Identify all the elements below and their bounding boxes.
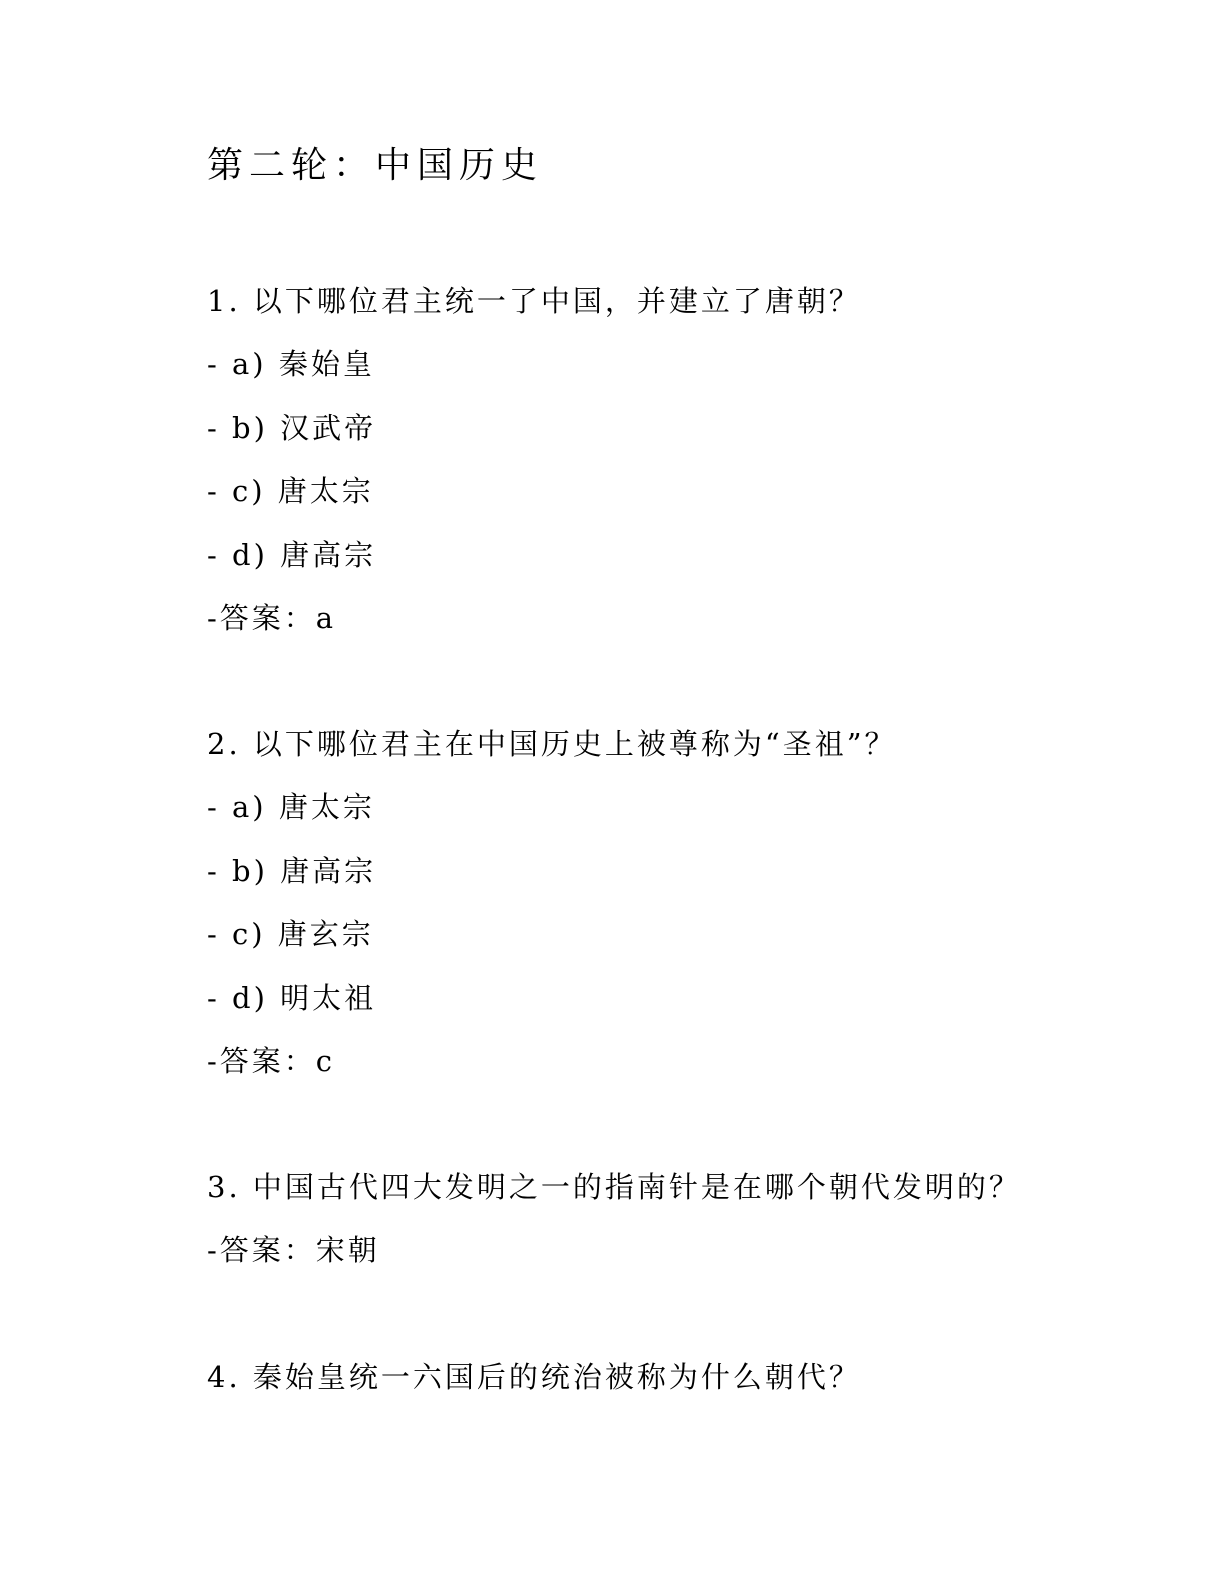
question-2-option-d: - d) 明太祖 — [207, 981, 377, 1015]
question-2-option-a: - a) 唐太宗 — [207, 790, 375, 824]
question-3-text: 3. 中国古代四大发明之一的指南针是在哪个朝代发明的？ — [207, 1170, 1021, 1204]
question-2-text: 2. 以下哪位君主在中国历史上被尊称为“圣祖”？ — [207, 727, 897, 761]
question-1-answer: -答案：a — [207, 601, 337, 635]
question-1-option-a: - a) 秦始皇 — [207, 347, 375, 381]
question-1-text: 1. 以下哪位君主统一了中国，并建立了唐朝？ — [207, 284, 861, 318]
question-2-answer: -答案：c — [207, 1044, 336, 1078]
question-1-option-c: - c) 唐太宗 — [207, 474, 374, 508]
page-title: 第二轮：中国历史 — [207, 145, 544, 186]
question-3-answer: -答案：宋朝 — [207, 1233, 380, 1267]
question-1-option-b: - b) 汉武帝 — [207, 411, 377, 445]
question-1-option-d: - d) 唐高宗 — [207, 538, 377, 572]
question-4-text: 4. 秦始皇统一六国后的统治被称为什么朝代？ — [207, 1360, 861, 1394]
question-2-option-b: - b) 唐高宗 — [207, 854, 377, 888]
question-2-option-c: - c) 唐玄宗 — [207, 917, 374, 951]
